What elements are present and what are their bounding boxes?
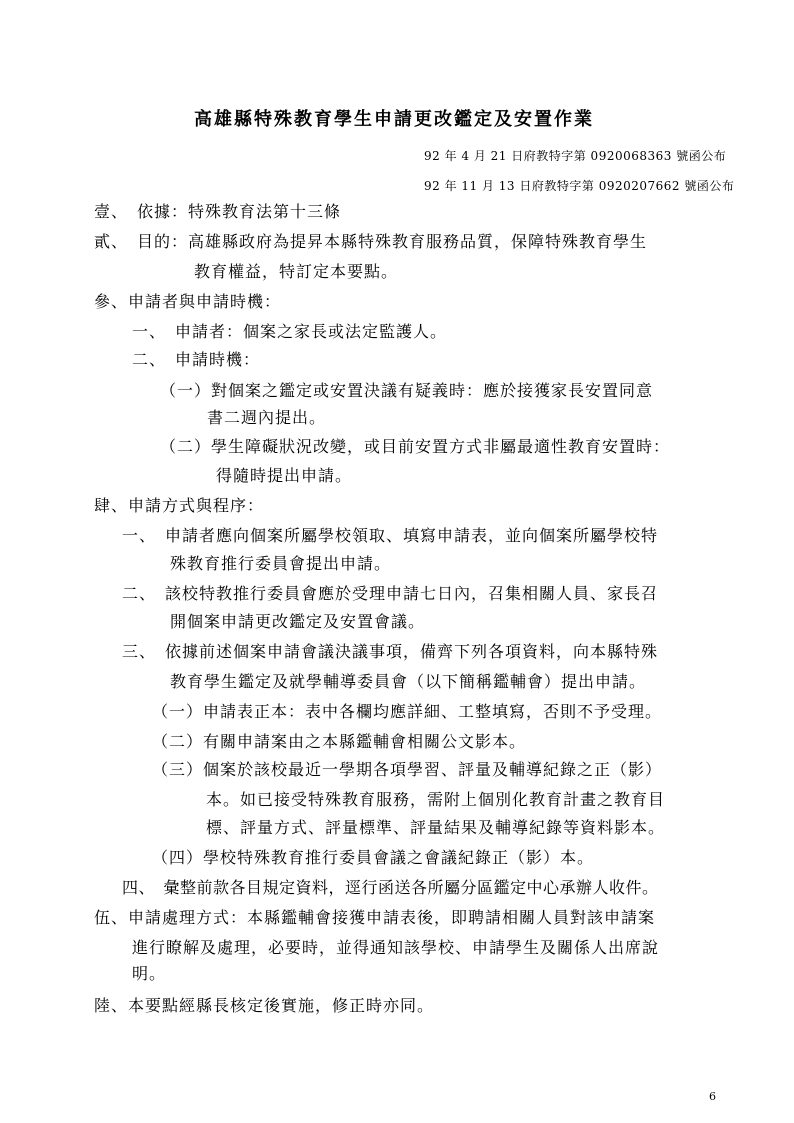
section-3-item-2-sub-2: （二）學生障礙狀況改變，或目前安置方式非屬最適性教育安置時： (160, 437, 671, 456)
section-4-item-3-sub-3-cont-2: 標、評量方式、評量標準、評量結果及輔導紀錄等資料影本。 (206, 818, 666, 837)
section-4-item-3: 三、 依據前述個案申請會議決議事項，備齊下列各項資料，向本縣特殊 (122, 642, 659, 661)
section-4-item-2-cont: 開個案申請更改鑑定及安置會議。 (170, 612, 426, 631)
section-4-item-1: 一、 申請者應向個案所屬學校領取、填寫申請表，並向個案所屬學校特 (122, 526, 659, 545)
section-4-item-3-sub-1: （一）申請表正本：表中各欄均應詳細、工整填寫，否則不予受理。 (152, 702, 663, 721)
section-4-item-3-sub-2: （二）有關申請案由之本縣鑑輔會相關公文影本。 (152, 732, 527, 751)
section-3-item-1: 一、 申請者：個案之家長或法定監護人。 (132, 322, 448, 341)
section-2-purpose-cont: 教育權益，特訂定本要點。 (194, 262, 399, 281)
issuance-note-1: 92 年 4 月 21 日府教特字第 0920068363 號函公布 (424, 149, 727, 163)
page-number: 6 (709, 1090, 717, 1103)
section-3-item-2-sub-2-cont: 得隨時提出申請。 (216, 466, 353, 485)
section-4-heading: 肆、申請方式與程序： (94, 496, 265, 515)
section-3-item-2: 二、 申請時機： (132, 350, 261, 369)
section-5-handling: 伍、申請處理方式：本縣鑑輔會接獲申請表後，即聘請相關人員對該申請案 (94, 908, 656, 927)
section-6-effective: 陸、本要點經縣長核定後實施，修正時亦同。 (94, 996, 435, 1015)
section-3-item-2-sub-1-cont: 書二週內提出。 (207, 408, 327, 427)
section-3-item-2-sub-1: （一）對個案之鑑定或安置決議有疑義時：應於接獲家長安置同意 (160, 381, 654, 400)
section-4-item-1-cont: 殊教育推行委員會提出申請。 (170, 554, 392, 573)
section-4-item-4: 四、 彙整前款各目規定資料，逕行函送各所屬分區鑑定中心承辦人收件。 (122, 878, 659, 897)
section-2-purpose: 貳、 目的：高雄縣政府為提昇本縣特殊教育服務品質，保障特殊教育學生 (94, 232, 648, 251)
section-4-item-3-cont: 教育學生鑑定及就學輔導委員會（以下簡稱鑑輔會）提出申請。 (170, 672, 647, 691)
section-4-item-2: 二、 該校特教推行委員會應於受理申請七日內，召集相關人員、家長召 (122, 584, 659, 603)
section-5-handling-cont-2: 明。 (132, 964, 167, 983)
section-3-heading: 參、申請者與申請時機： (94, 292, 282, 311)
section-1-basis: 壹、 依據：特殊教育法第十三條 (94, 202, 342, 221)
section-4-item-3-sub-3: （三）個案於該校最近一學期各項學習、評量及輔導紀錄之正（影） (152, 760, 663, 779)
section-4-item-3-sub-3-cont-1: 本。如已接受特殊教育服務，需附上個別化教育計畫之教育目 (206, 790, 666, 809)
document-title: 高雄縣特殊教育學生申請更改鑑定及安置作業 (194, 109, 594, 130)
issuance-note-2: 92 年 11 月 13 日府教特字第 0920207662 號函公布 (424, 179, 735, 193)
section-4-item-3-sub-4: （四）學校特殊教育推行委員會議之會議紀錄正（影）本。 (152, 848, 595, 867)
section-5-handling-cont: 進行瞭解及處理，必要時，並得通知該學校、申請學生及關係人出席說 (132, 938, 660, 957)
